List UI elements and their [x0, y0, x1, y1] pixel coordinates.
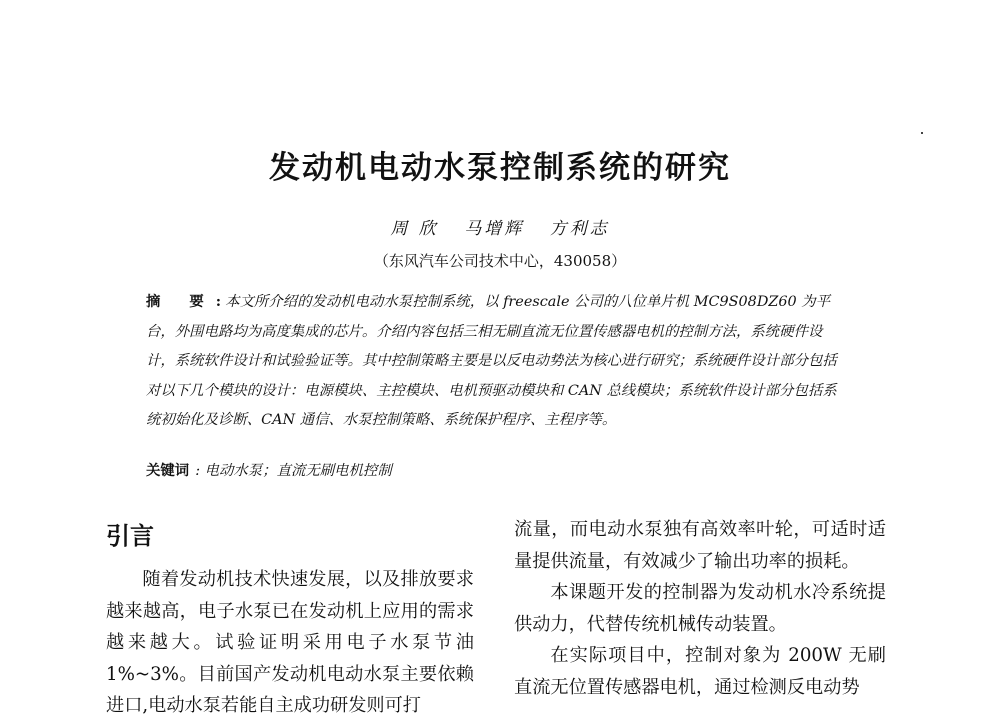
- abstract: [146, 287, 846, 436]
- body-paragraph: 本课题开发的控制器为发动机水冷系统提供动力，代替传统机械传动装置。: [514, 582, 886, 635]
- abstract-label: 摘 要: [146, 293, 216, 310]
- body-paragraph: 随着发动机技术快速发展，以及排放要求越来越高，电子水泵已在发动机上应用的需求越来越大。试验证明采用电子水泵节油1%~3%。目前国产发动机电动水泵主要依赖进口,电动水泵若能自主成功研发则可打: [106, 569, 474, 716]
- section-heading: 引言: [106, 522, 154, 550]
- author-name: 方利志: [549, 219, 610, 239]
- right-column: [514, 514, 886, 703]
- author-name: 周 欣: [390, 219, 439, 239]
- left-column: [106, 522, 474, 722]
- keywords-separator: :: [195, 463, 201, 479]
- paper-title: 发动机电动水泵控制系统的研究: [269, 150, 731, 186]
- body-paragraph: 在实际项目中，控制对象为 200W 无刷直流无位置传感器电机，通过检测反电动势: [514, 645, 886, 698]
- author-list: [0, 214, 1000, 239]
- affiliation: （东风汽车公司技术中心，430058）: [373, 252, 627, 270]
- keywords-text: 电动水泵；直流无刷电机控制: [204, 463, 392, 479]
- keywords-label: 关键词: [146, 462, 190, 479]
- author-name: 马增辉: [464, 219, 525, 239]
- abstract-text: 本文所介绍的发动机电动水泵控制系统，以 freescale 公司的八位单片机 MC9S08DZ60 为平台，外围电路均为高度集成的芯片。介绍内容包括三相无刷直流无位置传感器电机的控制方法，系统硬件设计，系统软件设计和试验验证等。其中控制策略主要是以反电动势法为核心进行研究；系统硬件设计部分包括对以下几个模块的设计：电源模块、主控模块、电机预驱动模块和 CAN 总线模块；系统软件设计部分包括系统初始化及诊断、CAN 通信、水泵控制策略、系统保护程序、主程序等。: [146, 294, 837, 428]
- abstract-separator: :: [215, 293, 222, 310]
- scan-speck: [921, 132, 923, 134]
- keywords: [146, 459, 846, 480]
- body-paragraph: 流量，而电动水泵独有高效率叶轮，可适时适量提供流量，有效减少了输出功率的损耗。: [514, 519, 886, 572]
